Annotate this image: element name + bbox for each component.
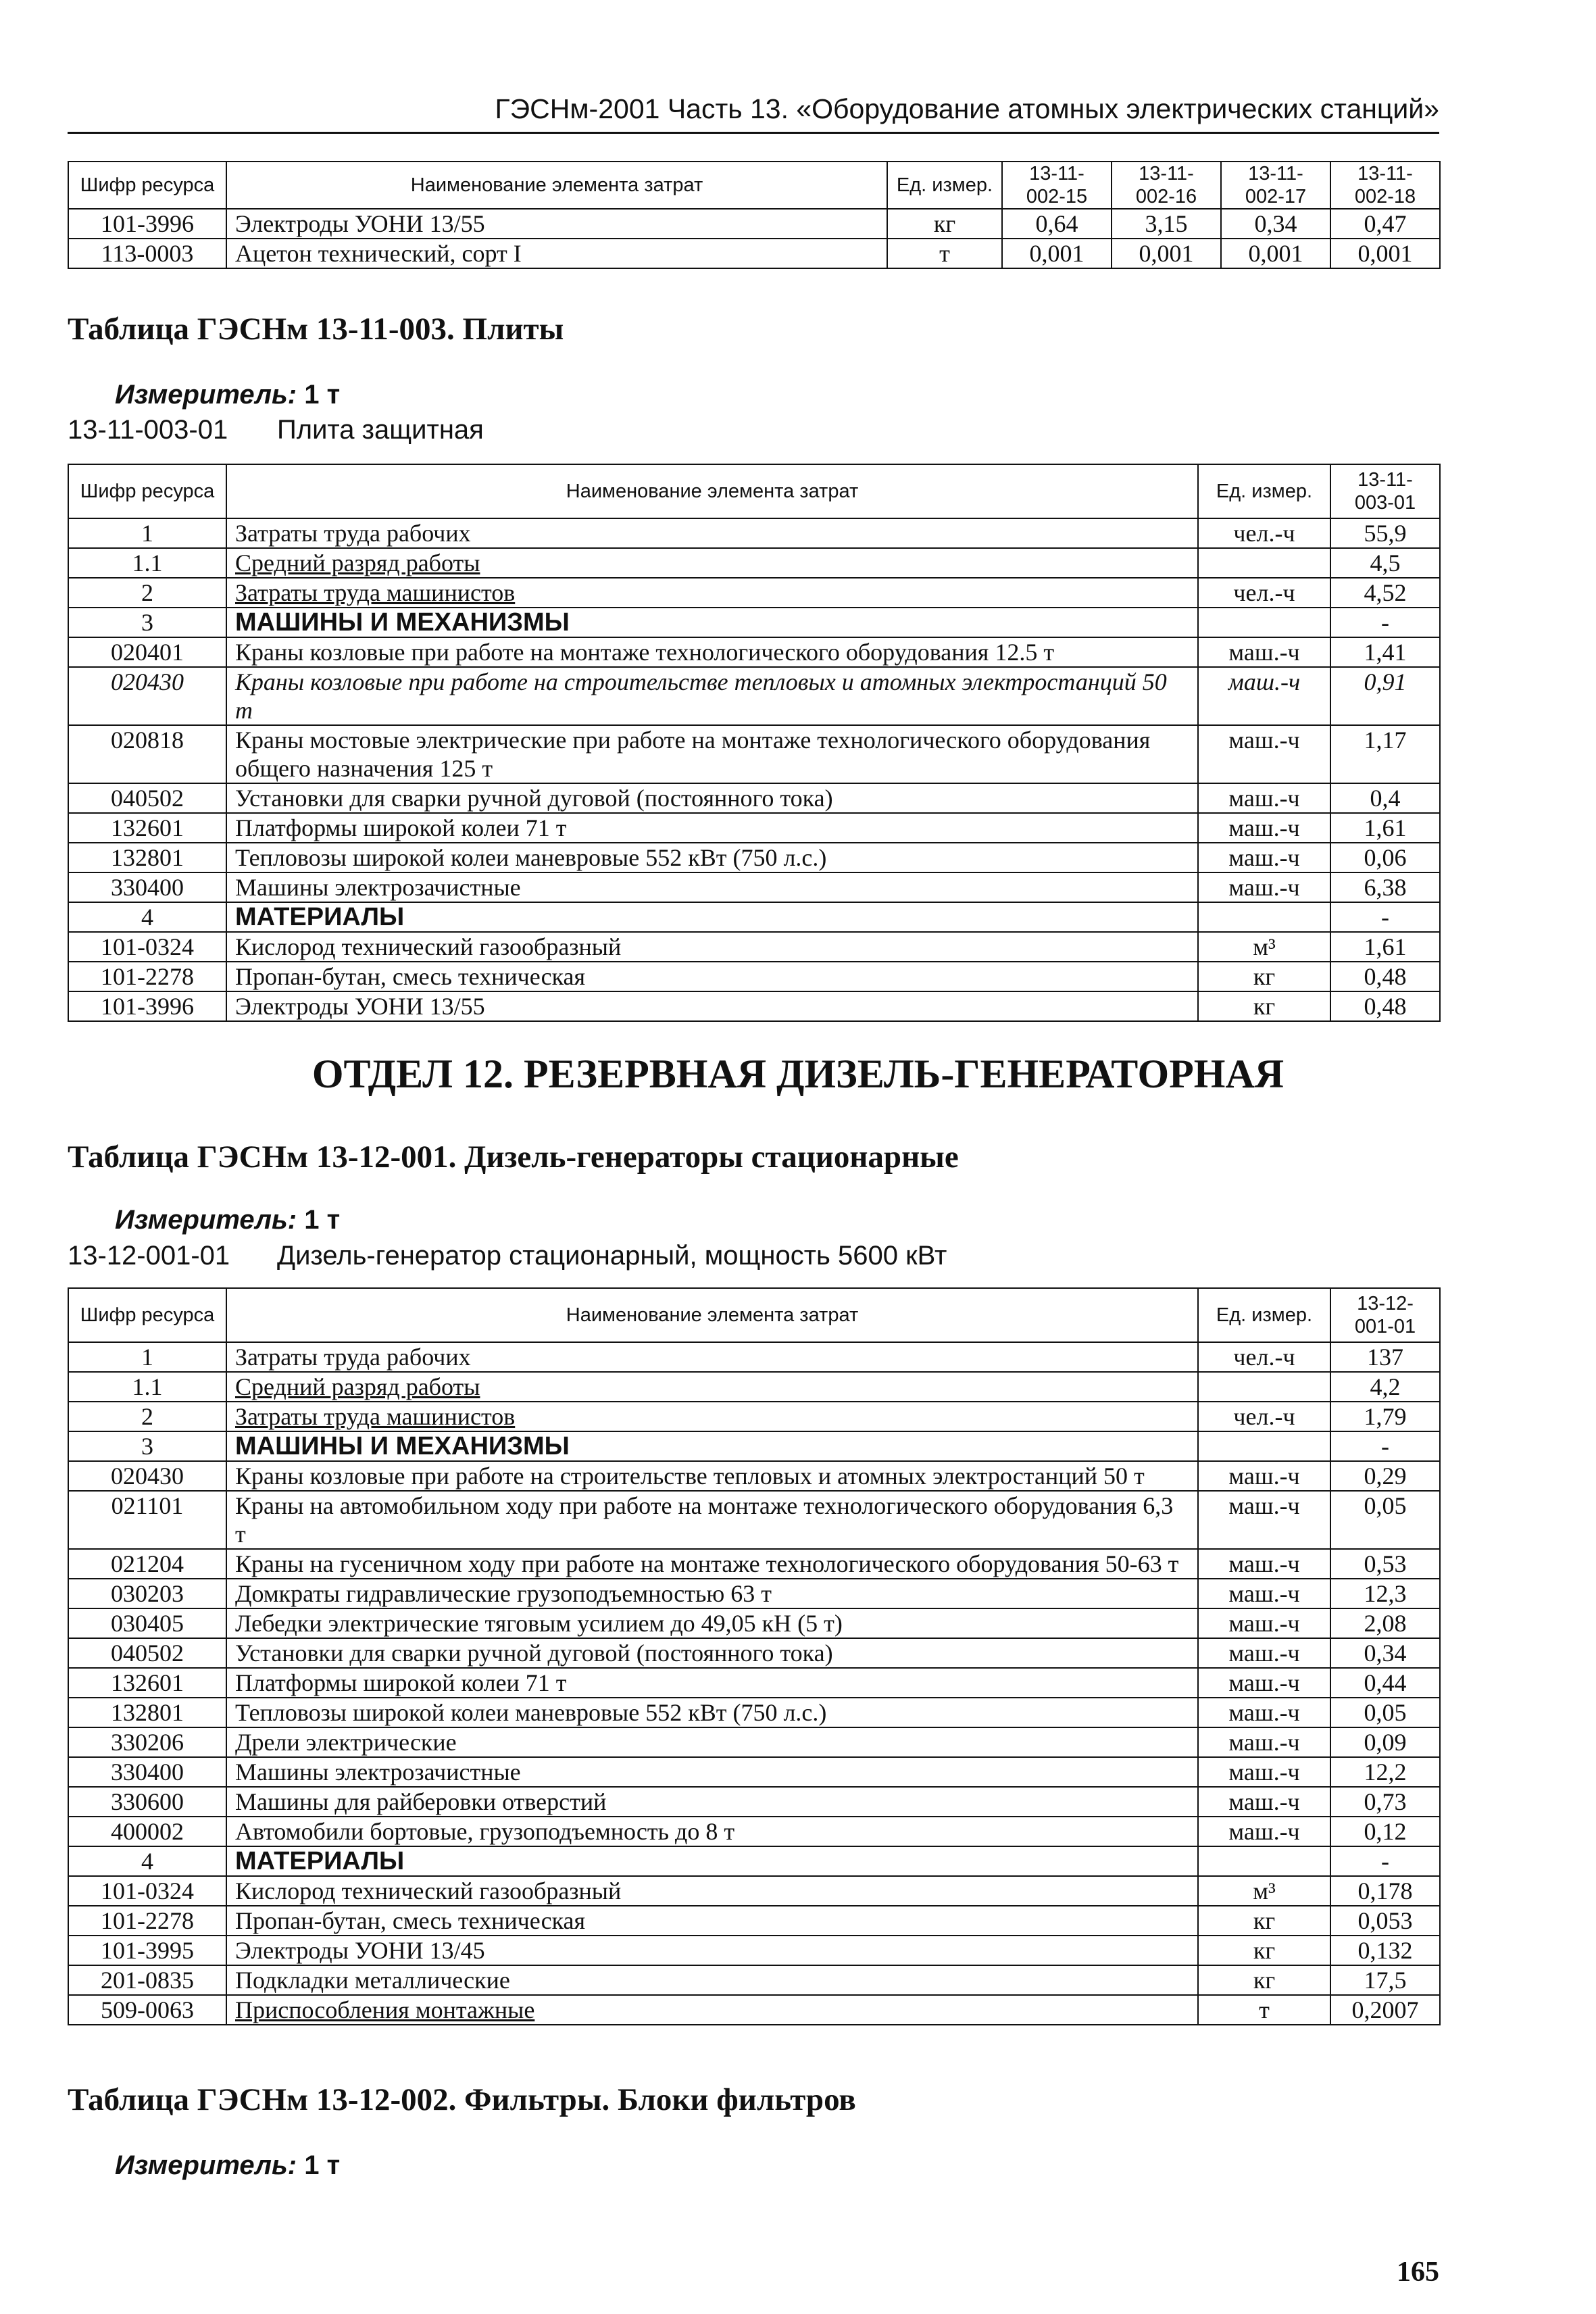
- col-header: 13-12-001-01: [1330, 1288, 1440, 1342]
- resource-unit: кг: [1198, 1965, 1330, 1995]
- resource-unit: м³: [1198, 1876, 1330, 1906]
- resource-value: 4,2: [1330, 1372, 1440, 1402]
- measure-label: Измеритель:: [115, 380, 297, 410]
- resource-code: 3: [68, 1431, 226, 1461]
- table-row: [68, 1965, 1440, 1995]
- resource-unit: [1198, 902, 1330, 932]
- resource-unit: маш.-ч: [1198, 813, 1330, 843]
- table-row: [68, 1431, 1440, 1461]
- resource-code: 1: [68, 1342, 226, 1372]
- resource-unit: чел.-ч: [1198, 518, 1330, 548]
- col-header: Ед. измер.: [1198, 1288, 1330, 1342]
- resource-unit: кг: [1198, 962, 1330, 991]
- resource-name: Ацетон технический, сорт I: [226, 239, 887, 268]
- resource-value: 0,12: [1330, 1817, 1440, 1846]
- table-row: [68, 1876, 1440, 1906]
- resource-code: 330400: [68, 872, 226, 902]
- resource-name: Приспособления монтажные: [226, 1995, 1198, 2025]
- table-row: [68, 1995, 1440, 2025]
- resource-code: 101-2278: [68, 962, 226, 991]
- resource-unit: [1198, 1431, 1330, 1461]
- resource-value: 6,38: [1330, 872, 1440, 902]
- resource-name: Средний разряд работы: [226, 1372, 1198, 1402]
- resource-value: 12,2: [1330, 1757, 1440, 1787]
- resource-name: МАТЕРИАЛЫ: [226, 1846, 1198, 1876]
- resource-unit: маш.-ч: [1198, 1608, 1330, 1638]
- resource-name: Краны на гусеничном ходу при работе на монтаже технологического оборудования 50-63 т: [226, 1549, 1198, 1579]
- resource-value: 1,61: [1330, 932, 1440, 962]
- resource-name: Краны козловые при работе на монтаже технологического оборудования 12.5 т: [226, 637, 1198, 667]
- resource-code: 040502: [68, 1638, 226, 1668]
- norm-code: 13-12-001-01: [68, 1241, 230, 1271]
- resource-code: 101-3996: [68, 991, 226, 1021]
- resource-name: Затраты труда рабочих: [226, 1342, 1198, 1372]
- resource-code: 101-3995: [68, 1936, 226, 1965]
- resource-unit: кг: [1198, 991, 1330, 1021]
- resource-code: 101-0324: [68, 932, 226, 962]
- table-row: [68, 1461, 1440, 1491]
- resource-code: 020401: [68, 637, 226, 667]
- measure-value: 1 т: [304, 2150, 341, 2180]
- col-header: Ед. измер.: [1198, 464, 1330, 518]
- table-13-12-001: [68, 1287, 1441, 2025]
- resource-value: 1,79: [1330, 1402, 1440, 1431]
- resource-code: 201-0835: [68, 1965, 226, 1995]
- resource-unit: чел.-ч: [1198, 578, 1330, 608]
- resource-name: Дрели электрические: [226, 1727, 1198, 1757]
- resource-value: 0,29: [1330, 1461, 1440, 1491]
- resource-value: 0,001: [1221, 239, 1330, 268]
- resource-code: 4: [68, 902, 226, 932]
- resource-name: Затраты труда машинистов: [226, 1402, 1198, 1431]
- col-header: Наименование элемента затрат: [226, 162, 887, 209]
- resource-name: Краны на автомобильном ходу при работе на монтаже технологического оборудования 6,3 т: [226, 1491, 1198, 1549]
- resource-name: Электроды УОНИ 13/45: [226, 1936, 1198, 1965]
- resource-unit: маш.-ч: [1198, 1817, 1330, 1846]
- table-row: [68, 1579, 1440, 1608]
- resource-code: 2: [68, 1402, 226, 1431]
- resource-unit: чел.-ч: [1198, 1402, 1330, 1431]
- table-row: [68, 813, 1440, 843]
- resource-unit: маш.-ч: [1198, 783, 1330, 813]
- resource-code: 021101: [68, 1491, 226, 1549]
- table-row: [68, 1638, 1440, 1668]
- resource-unit: маш.-ч: [1198, 1727, 1330, 1757]
- resource-name: Подкладки металлические: [226, 1965, 1198, 1995]
- col-header: Ед. измер.: [887, 162, 1002, 209]
- resource-unit: маш.-ч: [1198, 667, 1330, 725]
- resource-name: Электроды УОНИ 13/55: [226, 991, 1198, 1021]
- table-row: [68, 932, 1440, 962]
- resource-code: 3: [68, 608, 226, 637]
- resource-value: 0,34: [1330, 1638, 1440, 1668]
- resource-name: Затраты труда рабочих: [226, 518, 1198, 548]
- resource-code: 101-2278: [68, 1906, 226, 1936]
- table-title: Таблица ГЭСНм 13-11-003. Плиты: [68, 312, 564, 347]
- resource-unit: маш.-ч: [1198, 843, 1330, 872]
- resource-unit: кг: [1198, 1906, 1330, 1936]
- resource-name: МАШИНЫ И МЕХАНИЗМЫ: [226, 1431, 1198, 1461]
- resource-code: 2: [68, 578, 226, 608]
- resource-name: Краны мостовые электрические при работе на монтаже технологического оборудования общего назначения 125 т: [226, 725, 1198, 783]
- col-header: Наименование элемента затрат: [226, 464, 1198, 518]
- resource-name: Установки для сварки ручной дуговой (постоянного тока): [226, 1638, 1198, 1668]
- resource-unit: [1198, 1372, 1330, 1402]
- col-header: 13-11-003-01: [1330, 464, 1440, 518]
- measure-line: [115, 2150, 340, 2181]
- resource-name: Затраты труда машинистов: [226, 578, 1198, 608]
- table-row: [68, 962, 1440, 991]
- resource-value: 12,3: [1330, 1579, 1440, 1608]
- resource-value: 0,73: [1330, 1787, 1440, 1817]
- resource-value: 0,48: [1330, 991, 1440, 1021]
- table-row: [68, 725, 1440, 783]
- resource-code: 509-0063: [68, 1995, 226, 2025]
- resource-unit: [1198, 548, 1330, 578]
- resource-code: 132601: [68, 1668, 226, 1698]
- resource-value: 4,5: [1330, 548, 1440, 578]
- resource-value: 3,15: [1112, 209, 1221, 239]
- resource-unit: кг: [1198, 1936, 1330, 1965]
- resource-value: 0,34: [1221, 209, 1330, 239]
- table-row: [68, 667, 1440, 725]
- resource-unit: [1198, 608, 1330, 637]
- table-row: [68, 239, 1440, 268]
- col-header: 13-11-002-18: [1330, 162, 1440, 209]
- resource-name: Тепловозы широкой колеи маневровые 552 кВт (750 л.с.): [226, 1698, 1198, 1727]
- resource-unit: маш.-ч: [1198, 637, 1330, 667]
- resource-unit: маш.-ч: [1198, 1579, 1330, 1608]
- resource-code: 113-0003: [68, 239, 226, 268]
- resource-value: 1,41: [1330, 637, 1440, 667]
- resource-name: Тепловозы широкой колеи маневровые 552 кВт (750 л.с.): [226, 843, 1198, 872]
- col-header: Шифр ресурса: [68, 464, 226, 518]
- table-row: [68, 1906, 1440, 1936]
- resource-code: 030203: [68, 1579, 226, 1608]
- resource-value: 0,06: [1330, 843, 1440, 872]
- table-row: [68, 1727, 1440, 1757]
- resource-value: 1,17: [1330, 725, 1440, 783]
- table-row: [68, 548, 1440, 578]
- table-row: [68, 1757, 1440, 1787]
- table-row: [68, 991, 1440, 1021]
- resource-value: 0,001: [1002, 239, 1112, 268]
- table-row: [68, 578, 1440, 608]
- resource-value: 137: [1330, 1342, 1440, 1372]
- col-header: 13-11-002-16: [1112, 162, 1221, 209]
- page-header: ГЭСНм-2001 Часть 13. «Оборудование атомных электрических станций»: [68, 93, 1439, 134]
- resource-name: МАТЕРИАЛЫ: [226, 902, 1198, 932]
- resource-unit: маш.-ч: [1198, 1638, 1330, 1668]
- resource-name: Машины электрозачистные: [226, 872, 1198, 902]
- table-row: [68, 1372, 1440, 1402]
- table-row: [68, 209, 1440, 239]
- resource-value: 2,08: [1330, 1608, 1440, 1638]
- table-row: [68, 1342, 1440, 1372]
- resource-code: 020818: [68, 725, 226, 783]
- resource-code: 132801: [68, 843, 226, 872]
- resource-name: Средний разряд работы: [226, 548, 1198, 578]
- resource-code: 020430: [68, 1461, 226, 1491]
- resource-value: 0,53: [1330, 1549, 1440, 1579]
- resource-code: 030405: [68, 1608, 226, 1638]
- table-13-11-003: [68, 464, 1441, 1022]
- resource-name: Автомобили бортовые, грузоподъемность до 8 т: [226, 1817, 1198, 1846]
- resource-value: -: [1330, 1431, 1440, 1461]
- resource-unit: маш.-ч: [1198, 1757, 1330, 1787]
- resource-name: Лебедки электрические тяговым усилием до 49,05 кН (5 т): [226, 1608, 1198, 1638]
- resource-code: 400002: [68, 1817, 226, 1846]
- norm-code: 13-11-003-01: [68, 415, 228, 445]
- resource-name: Кислород технический газообразный: [226, 1876, 1198, 1906]
- resource-code: 021204: [68, 1549, 226, 1579]
- table-row: [68, 1936, 1440, 1965]
- resource-code: 132801: [68, 1698, 226, 1727]
- resource-name: Кислород технический газообразный: [226, 932, 1198, 962]
- resource-name: Электроды УОНИ 13/55: [226, 209, 887, 239]
- resource-unit: маш.-ч: [1198, 1549, 1330, 1579]
- table-row: [68, 1817, 1440, 1846]
- resource-unit: [1198, 1846, 1330, 1876]
- table-row: [68, 608, 1440, 637]
- norm-line: [68, 1241, 947, 1271]
- table-row: [68, 1608, 1440, 1638]
- table-row: [68, 1846, 1440, 1876]
- resource-value: 0,64: [1002, 209, 1112, 239]
- col-header: Шифр ресурса: [68, 1288, 226, 1342]
- table-row: [68, 783, 1440, 813]
- resource-code: 330600: [68, 1787, 226, 1817]
- norm-line: [68, 415, 484, 445]
- resource-code: 1.1: [68, 1372, 226, 1402]
- table-title: Таблица ГЭСНм 13-12-002. Фильтры. Блоки фильтров: [68, 2082, 856, 2117]
- col-header: Шифр ресурса: [68, 162, 226, 209]
- resource-unit: маш.-ч: [1198, 1461, 1330, 1491]
- resource-code: 1: [68, 518, 226, 548]
- resource-name: Установки для сварки ручной дуговой (постоянного тока): [226, 783, 1198, 813]
- table-title: Таблица ГЭСНм 13-12-001. Дизель-генераторы стационарные: [68, 1139, 959, 1175]
- resource-code: 040502: [68, 783, 226, 813]
- resource-value: 4,52: [1330, 578, 1440, 608]
- resource-name: Пропан-бутан, смесь техническая: [226, 962, 1198, 991]
- resource-unit: маш.-ч: [1198, 872, 1330, 902]
- measure-line: [115, 380, 340, 410]
- resource-value: 0,91: [1330, 667, 1440, 725]
- measure-label: Измеритель:: [115, 2150, 297, 2180]
- resource-unit: т: [1198, 1995, 1330, 2025]
- resource-value: -: [1330, 1846, 1440, 1876]
- resource-unit: кг: [887, 209, 1002, 239]
- table-row: [68, 1491, 1440, 1549]
- resource-code: 101-0324: [68, 1876, 226, 1906]
- resource-value: 0,001: [1330, 239, 1440, 268]
- resource-unit: маш.-ч: [1198, 1491, 1330, 1549]
- measure-label: Измеритель:: [115, 1205, 297, 1235]
- table-row: [68, 637, 1440, 667]
- measure-line: [115, 1205, 340, 1235]
- resource-value: 55,9: [1330, 518, 1440, 548]
- resource-unit: маш.-ч: [1198, 1787, 1330, 1817]
- resource-code: 330206: [68, 1727, 226, 1757]
- resource-name: Платформы широкой колеи 71 т: [226, 813, 1198, 843]
- resource-name: Машины для райберовки отверстий: [226, 1787, 1198, 1817]
- table-row: [68, 1698, 1440, 1727]
- resource-value: 0,48: [1330, 962, 1440, 991]
- resource-unit: маш.-ч: [1198, 725, 1330, 783]
- resource-name: Пропан-бутан, смесь техническая: [226, 1906, 1198, 1936]
- resource-name: Краны козловые при работе на строительстве тепловых и атомных электростанций 50 т: [226, 1461, 1198, 1491]
- resource-value: 17,5: [1330, 1965, 1440, 1995]
- measure-value: 1 т: [304, 380, 341, 410]
- resource-name: Краны козловые при работе на строительстве тепловых и атомных электростанций 50 т: [226, 667, 1198, 725]
- resource-name: Домкраты гидравлические грузоподъемностью 63 т: [226, 1579, 1198, 1608]
- resource-code: 4: [68, 1846, 226, 1876]
- resource-code: 132601: [68, 813, 226, 843]
- col-header: 13-11-002-15: [1002, 162, 1112, 209]
- resource-value: 0,001: [1112, 239, 1221, 268]
- page-number: 165: [1397, 2257, 1439, 2288]
- resource-unit: маш.-ч: [1198, 1668, 1330, 1698]
- table-row: [68, 518, 1440, 548]
- col-header: 13-11-002-17: [1221, 162, 1330, 209]
- norm-name: Плита защитная: [277, 415, 484, 445]
- resource-code: 330400: [68, 1757, 226, 1787]
- resource-name: Платформы широкой колеи 71 т: [226, 1668, 1198, 1698]
- resource-value: 0,47: [1330, 209, 1440, 239]
- resource-value: 0,44: [1330, 1668, 1440, 1698]
- table-row: [68, 843, 1440, 872]
- resource-name: МАШИНЫ И МЕХАНИЗМЫ: [226, 608, 1198, 637]
- resource-unit: чел.-ч: [1198, 1342, 1330, 1372]
- table-row: [68, 1549, 1440, 1579]
- resource-unit: м³: [1198, 932, 1330, 962]
- resource-value: 1,61: [1330, 813, 1440, 843]
- resource-name: Машины электрозачистные: [226, 1757, 1198, 1787]
- resource-value: 0,05: [1330, 1491, 1440, 1549]
- resource-value: 0,2007: [1330, 1995, 1440, 2025]
- table-row: [68, 1668, 1440, 1698]
- table-top: [68, 161, 1441, 269]
- resource-unit: т: [887, 239, 1002, 268]
- resource-value: 0,132: [1330, 1936, 1440, 1965]
- resource-value: -: [1330, 608, 1440, 637]
- resource-unit: маш.-ч: [1198, 1698, 1330, 1727]
- col-header: Наименование элемента затрат: [226, 1288, 1198, 1342]
- resource-code: 101-3996: [68, 209, 226, 239]
- resource-value: -: [1330, 902, 1440, 932]
- resource-value: 0,178: [1330, 1876, 1440, 1906]
- resource-code: 020430: [68, 667, 226, 725]
- norm-name: Дизель-генератор стационарный, мощность 5600 кВт: [277, 1241, 947, 1271]
- table-row: [68, 872, 1440, 902]
- section-title: ОТДЕЛ 12. РЕЗЕРВНАЯ ДИЗЕЛЬ-ГЕНЕРАТОРНАЯ: [311, 1052, 1285, 1096]
- table-row: [68, 1402, 1440, 1431]
- table-row: [68, 1787, 1440, 1817]
- table-row: [68, 902, 1440, 932]
- resource-value: 0,05: [1330, 1698, 1440, 1727]
- resource-code: 1.1: [68, 548, 226, 578]
- resource-value: 0,09: [1330, 1727, 1440, 1757]
- resource-value: 0,053: [1330, 1906, 1440, 1936]
- measure-value: 1 т: [304, 1205, 341, 1235]
- resource-value: 0,4: [1330, 783, 1440, 813]
